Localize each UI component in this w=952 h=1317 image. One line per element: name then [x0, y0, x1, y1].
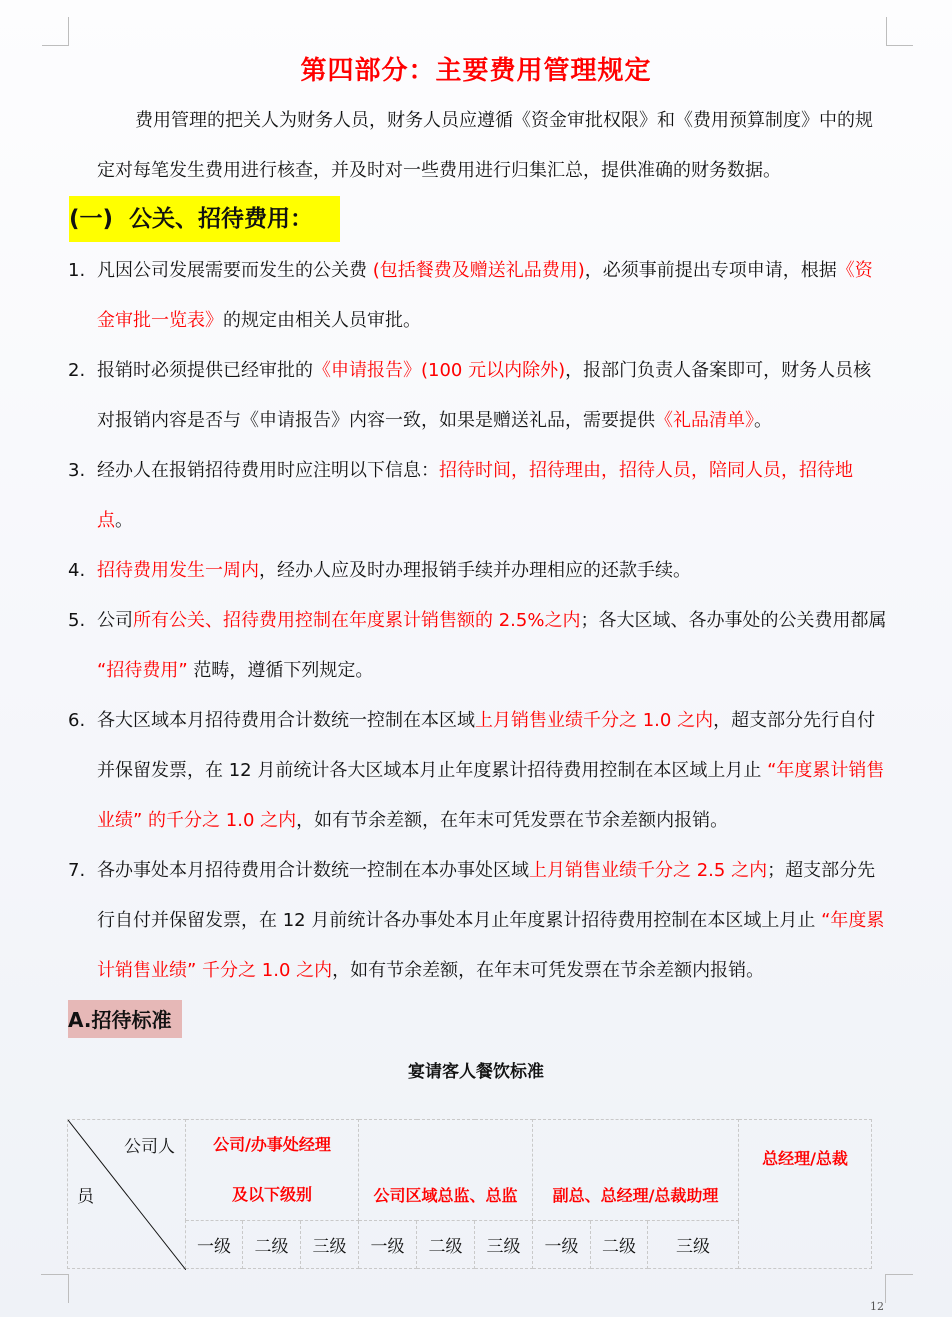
text-run: ，超支部分先行自付并保留发票，在 12 月前统计各大区域本月止年度累计招待费用控制在本区域上月止 [97, 710, 876, 781]
group-header-director: 公司区域总监、总监 [359, 1120, 533, 1221]
list-item-text [97, 346, 888, 446]
list-item-number: 2. [68, 360, 86, 381]
list-item [68, 246, 888, 346]
dining-standard-table [67, 1119, 872, 1269]
table-corner-header [68, 1120, 186, 1269]
page-corner-mark-bottom-left [41, 1274, 69, 1303]
highlighted-text: 《礼品清单》 [655, 410, 754, 431]
group-header-line: 及以下级别 [231, 1185, 312, 1204]
text-run: 范畴，遵循下列规定。 [187, 660, 374, 681]
group-header-line: 总经理/总裁 [762, 1148, 848, 1168]
highlighted-text: “年度累计销售业绩” 千分之 1.0 之内 [97, 910, 885, 981]
text-run: 。 [115, 510, 133, 531]
text-run: ；各大区域、各办事处的公关费用都属 [580, 610, 887, 631]
list-item-number: 6. [68, 710, 86, 731]
text-run: 公司 [97, 610, 133, 631]
highlighted-text: “招待费用” [97, 660, 188, 681]
highlighted-text: 所有公关、招待费用控制在年度累计销售额的 2.5%之内 [133, 610, 581, 631]
list-item-text [97, 696, 888, 846]
list-item-number: 3. [68, 460, 86, 481]
intro-paragraph: 费用管理的把关人为财务人员，财务人员应遵循《资金审批权限》和《费用预算制度》中的规定对每笔发生费用进行核查，并及时对一些费用进行归集汇总，提供准确的财务数据。 [97, 110, 873, 181]
page-corner-mark-bottom-right [885, 1274, 913, 1303]
highlighted-text: (包括餐费及赠送礼品费用) [372, 260, 585, 281]
list-item [68, 446, 888, 546]
list-item-text [97, 246, 888, 346]
highlighted-text: 《申请报告》(100 元以内除外) [313, 360, 566, 381]
highlighted-text: 《资金审批一览表》 [97, 260, 873, 331]
list-item [68, 546, 888, 596]
level-cell: 三级 [648, 1221, 739, 1269]
highlighted-text: 招待费用发生一周内 [97, 560, 259, 581]
list-item-text [97, 446, 888, 546]
highlighted-text: “年度累计销售业绩” 的千分之 1.0 之内 [97, 760, 885, 831]
group-header-manager [186, 1120, 359, 1221]
page-number: 12 [870, 1300, 884, 1313]
highlighted-text: 上月销售业绩千分之 1.0 之内 [475, 710, 714, 731]
list-item-number: 1. [68, 260, 86, 281]
level-cell: 三级 [301, 1221, 359, 1269]
list-item [68, 346, 888, 446]
level-cell: 一级 [186, 1221, 243, 1269]
list-item-text [97, 596, 888, 696]
text-run: ，如有节余差额，在年末可凭发票在节余差额内报销。 [296, 810, 729, 831]
page-title: 第四部分：主要费用管理规定 [300, 56, 652, 86]
highlighted-text: 招待时间，招待理由，招待人员，陪同人员，招待地点 [97, 460, 853, 531]
list-item [68, 596, 888, 696]
level-cell: 二级 [417, 1221, 475, 1269]
level-cell: 一级 [533, 1221, 591, 1269]
group-header-president [739, 1120, 872, 1269]
list-item [68, 696, 888, 846]
text-run: 各大区域本月招待费用合计数统一控制在本区域 [97, 710, 475, 731]
level-cell: 三级 [475, 1221, 533, 1269]
page-corner-mark-top-right [886, 17, 913, 46]
list-item-number: 7. [68, 860, 86, 881]
level-cell: 一级 [359, 1221, 417, 1269]
table-title: 宴请客人餐饮标准 [408, 1062, 544, 1082]
group-header-line: 公司/办事处经理 [213, 1135, 331, 1154]
level-cell: 二级 [243, 1221, 301, 1269]
list-item-number: 4. [68, 560, 86, 581]
text-run: 凡因公司发展需要而发生的公关费 [97, 260, 373, 281]
text-run: ，如有节余差额，在年末可凭发票在节余差额内报销。 [332, 960, 765, 981]
group-header-vice-president: 副总、总经理/总裁助理 [533, 1120, 739, 1221]
text-run: 。 [754, 410, 772, 431]
text-run: 各办事处本月招待费用合计数统一控制在本办事处区域 [97, 860, 529, 881]
text-run: ，经办人应及时办理报销手续并办理相应的还款手续。 [259, 560, 691, 581]
text-run: 经办人在报销招待费用时应注明以下信息： [97, 460, 439, 481]
text-run: 报销时必须提供已经审批的 [97, 360, 313, 381]
page-corner-mark-top-left [42, 17, 69, 46]
section-heading-pr-entertainment: (一) 公关、招待费用： [69, 196, 340, 242]
text-run: ；超支部分先行自付并保留发票，在 12 月前统计各办事处本月止年度累计招待费用控制在本区域上月止 [97, 860, 876, 931]
list-item-text [97, 846, 888, 996]
list-item-text [97, 546, 888, 596]
corner-label-bottom: 员 [77, 1187, 94, 1207]
list-item-number: 5. [68, 610, 86, 631]
text-run: ，报部门负责人备案即可，财务人员核对报销内容是否与《申请报告》内容一致，如果是赠送礼品，需要提供 [97, 360, 872, 431]
corner-label-top: 公司人 [124, 1137, 175, 1157]
text-run: ，必须事前提出专项申请，根据 [584, 260, 837, 281]
section-heading-entertainment-standard: A.招待标准 [68, 1000, 182, 1038]
list-item [68, 846, 888, 996]
highlighted-text: 上月销售业绩千分之 2.5 之内 [529, 860, 768, 881]
level-cell: 二级 [591, 1221, 648, 1269]
text-run: 的规定由相关人员审批。 [223, 310, 421, 331]
